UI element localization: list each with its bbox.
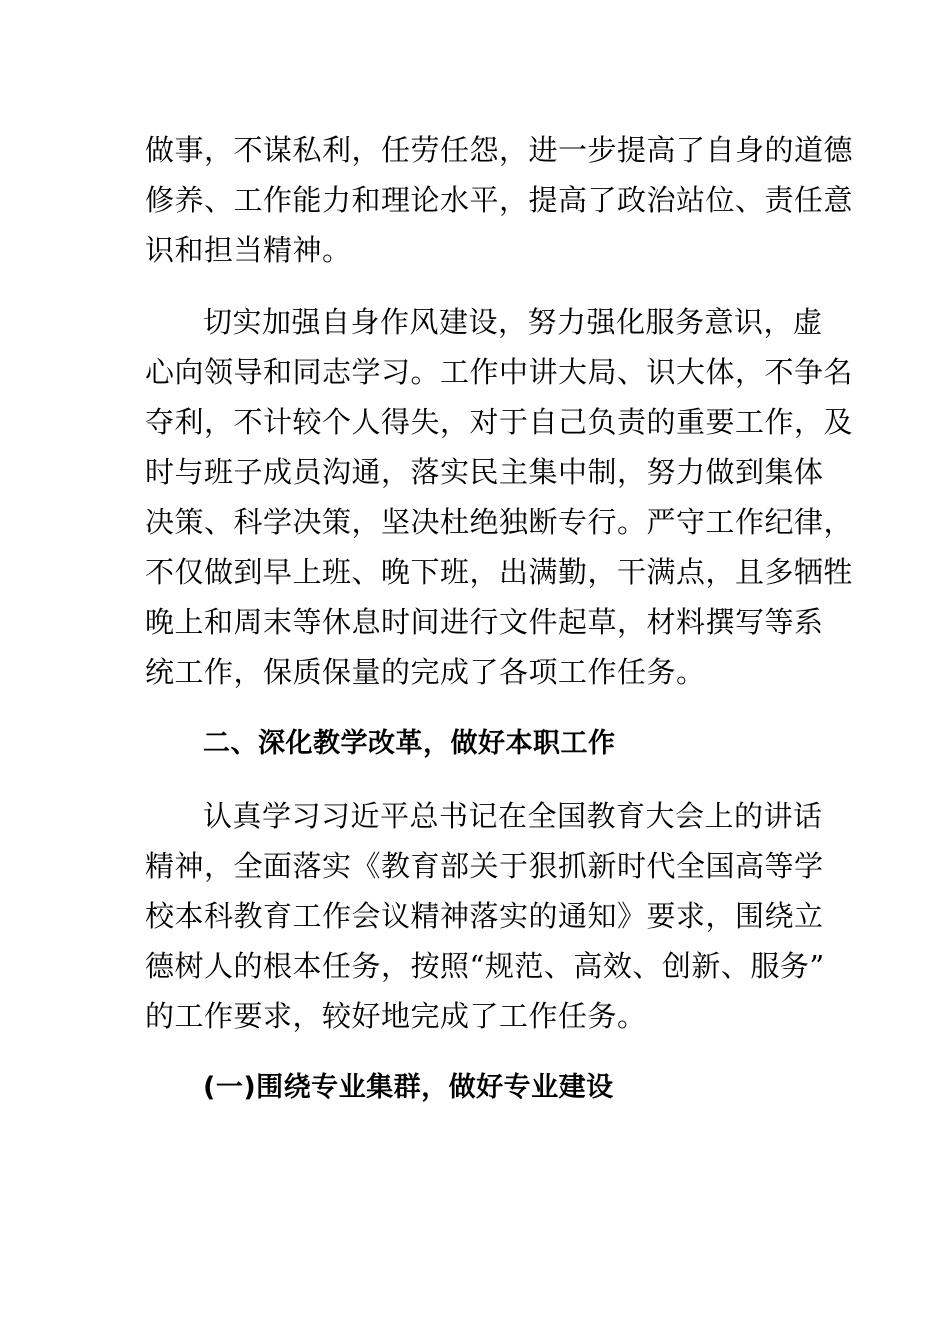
paragraph-line: 的工作要求，较好地完成了工作任务。 <box>145 999 647 1033</box>
paragraph-gap <box>145 697 805 719</box>
paragraph-line: 做事，不谋私利，任劳任怨，进一步提高了自身的道德 <box>145 133 854 167</box>
paragraph-line: 切实加强自身作风建设，努力强化服务意识，虚 <box>203 305 823 339</box>
subsection-heading: (一)围绕专业集群，做好专业建设 <box>203 1072 614 1103</box>
paragraph-line: 德树人的根本任务，按照“规范、高效、创新、服务” <box>145 949 825 983</box>
document-body <box>145 125 854 1113</box>
paragraph-line: 认真学习习近平总书记在全国教育大会上的讲话 <box>203 799 823 833</box>
paragraph-line: 心向领导和同志学习。工作中讲大局、识大体，不争名 <box>145 355 854 389</box>
paragraph-line: 晚上和周末等休息时间进行文件起草，材料撰写等系 <box>145 605 824 639</box>
paragraph-line: 识和担当精神。 <box>145 233 352 267</box>
section-heading: 二、深化教学改革，做好本职工作 <box>203 728 616 759</box>
paragraph-line: 决策、科学决策，坚决杜绝独断专行。严守工作纪律， <box>145 505 854 539</box>
paragraph-line: 统工作，保质保量的完成了各项工作任务。 <box>145 655 706 689</box>
paragraph-2 <box>145 297 854 697</box>
paragraph-line: 精神，全面落实《教育部关于狠抓新时代全国高等学 <box>145 849 824 883</box>
paragraph-line: 不仅做到早上班、晚下班，出满勤，干满点，且多牺牲 <box>145 555 854 589</box>
paragraph-gap <box>145 275 805 297</box>
paragraph-3 <box>145 791 825 1041</box>
paragraph-line: 修养、工作能力和理论水平，提高了政治站位、责任意 <box>145 183 854 217</box>
paragraph-line: 校本科教育工作会议精神落实的通知》要求，围绕立 <box>145 899 824 933</box>
paragraph-line: 时与班子成员沟通，落实民主集中制，努力做到集体 <box>145 455 824 489</box>
paragraph-gap <box>145 1041 805 1063</box>
paragraph-1 <box>145 125 854 275</box>
paragraph-gap <box>145 769 805 791</box>
paragraph-line: 夺利，不计较个人得失，对于自己负责的重要工作，及 <box>145 405 854 439</box>
